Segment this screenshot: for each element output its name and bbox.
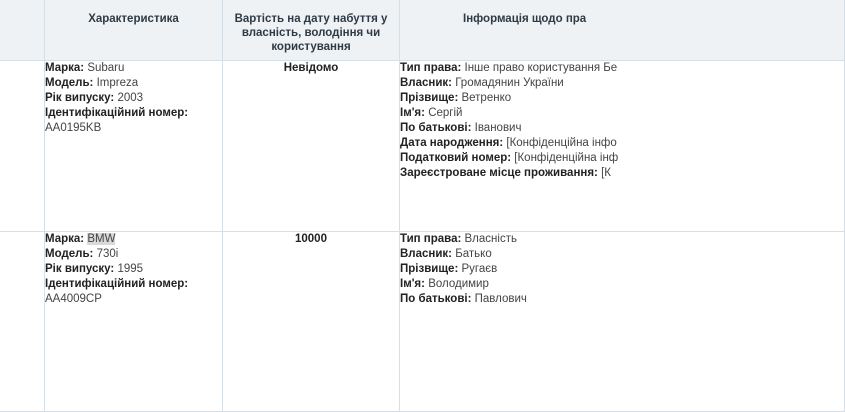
model-line — [45, 76, 222, 91]
value-cell: Невідомо — [223, 61, 400, 232]
rights-value: Власність — [464, 233, 517, 245]
value-cell: 10000 — [223, 232, 400, 412]
rights-line — [400, 166, 844, 181]
header-col-type — [0, 0, 45, 61]
brand-label: Марка: — [45, 62, 85, 74]
rights-label: Дата народження: — [400, 137, 504, 149]
rights-value: Інше право користування Бе — [464, 62, 618, 74]
rights-info-cell — [400, 61, 845, 232]
rights-value: [К — [601, 167, 611, 179]
rights-label: Прізвище: — [400, 92, 459, 104]
id-value: AA0195KB — [45, 122, 102, 134]
header-value: Вартість на дату набуття у власність, володіння чи користування — [223, 0, 400, 61]
rights-line — [400, 106, 844, 121]
rights-label: Власник: — [400, 248, 453, 260]
rights-line — [400, 151, 844, 166]
rights-line — [400, 277, 844, 292]
rights-line — [400, 121, 844, 136]
model-value: Impreza — [96, 77, 139, 89]
rights-label: Власник: — [400, 77, 453, 89]
rights-line — [400, 262, 844, 277]
brand-line — [45, 232, 222, 247]
rights-value: Іванович — [474, 122, 522, 134]
rights-value: Ветренко — [461, 92, 512, 104]
table-row — [0, 232, 845, 412]
rights-line — [400, 76, 844, 91]
rights-value: Володимир — [428, 278, 489, 290]
rights-value: [Конфіденційна інфо — [506, 137, 617, 149]
rights-line — [400, 61, 844, 76]
id-label: Ідентифікаційний номер: — [45, 107, 189, 119]
model-line — [45, 247, 222, 262]
rights-value: Ругаєв — [461, 263, 498, 275]
rights-line — [400, 292, 844, 307]
rights-value: Павлович — [474, 293, 527, 305]
rights-label: Тип права: — [400, 233, 462, 245]
brand-value: Subaru — [87, 62, 125, 74]
id-label: Ідентифікаційний номер: — [45, 278, 189, 290]
brand-value-highlighted: BMW — [87, 233, 116, 245]
model-label: Модель: — [45, 77, 94, 89]
rights-label: Податковий номер: — [400, 152, 512, 164]
rights-label: Тип права: — [400, 62, 462, 74]
id-label-line — [45, 277, 222, 292]
brand-label: Марка: — [45, 233, 85, 245]
rights-label: Ім'я: — [400, 107, 425, 119]
rights-value: Батько — [455, 248, 492, 260]
id-label-line — [45, 106, 222, 121]
table-header-row — [0, 0, 845, 61]
rights-value: Громадянин України — [455, 77, 564, 89]
id-value: AA4009CP — [45, 293, 102, 305]
header-rights-info: Інформація щодо пра — [400, 0, 845, 61]
rights-label: По батькові: — [400, 293, 472, 305]
model-label: Модель: — [45, 248, 94, 260]
rights-value: Сергій — [428, 107, 463, 119]
year-line — [45, 91, 222, 106]
rights-label: По батькові: — [400, 122, 472, 134]
rights-label: Прізвище: — [400, 263, 459, 275]
characteristics-cell — [45, 232, 223, 412]
year-value: 2003 — [117, 92, 144, 104]
model-value: 730i — [96, 248, 119, 260]
rights-line — [400, 91, 844, 106]
year-line — [45, 262, 222, 277]
rights-line — [400, 247, 844, 262]
year-label: Рік випуску: — [45, 92, 115, 104]
header-characteristics: Характеристика — [45, 0, 223, 61]
rights-info-cell — [400, 232, 845, 412]
rights-value: [Конфіденційна інф — [514, 152, 619, 164]
year-label: Рік випуску: — [45, 263, 115, 275]
rights-label: Ім'я: — [400, 278, 425, 290]
table-row — [0, 61, 845, 232]
brand-line — [45, 61, 222, 76]
characteristics-cell — [45, 61, 223, 232]
year-value: 1995 — [117, 263, 144, 275]
row-type-cell — [0, 61, 45, 232]
rights-line — [400, 232, 844, 247]
rights-line — [400, 136, 844, 151]
rights-label: Зареєстроване місце проживання: — [400, 167, 598, 179]
row-type-cell — [0, 232, 45, 412]
